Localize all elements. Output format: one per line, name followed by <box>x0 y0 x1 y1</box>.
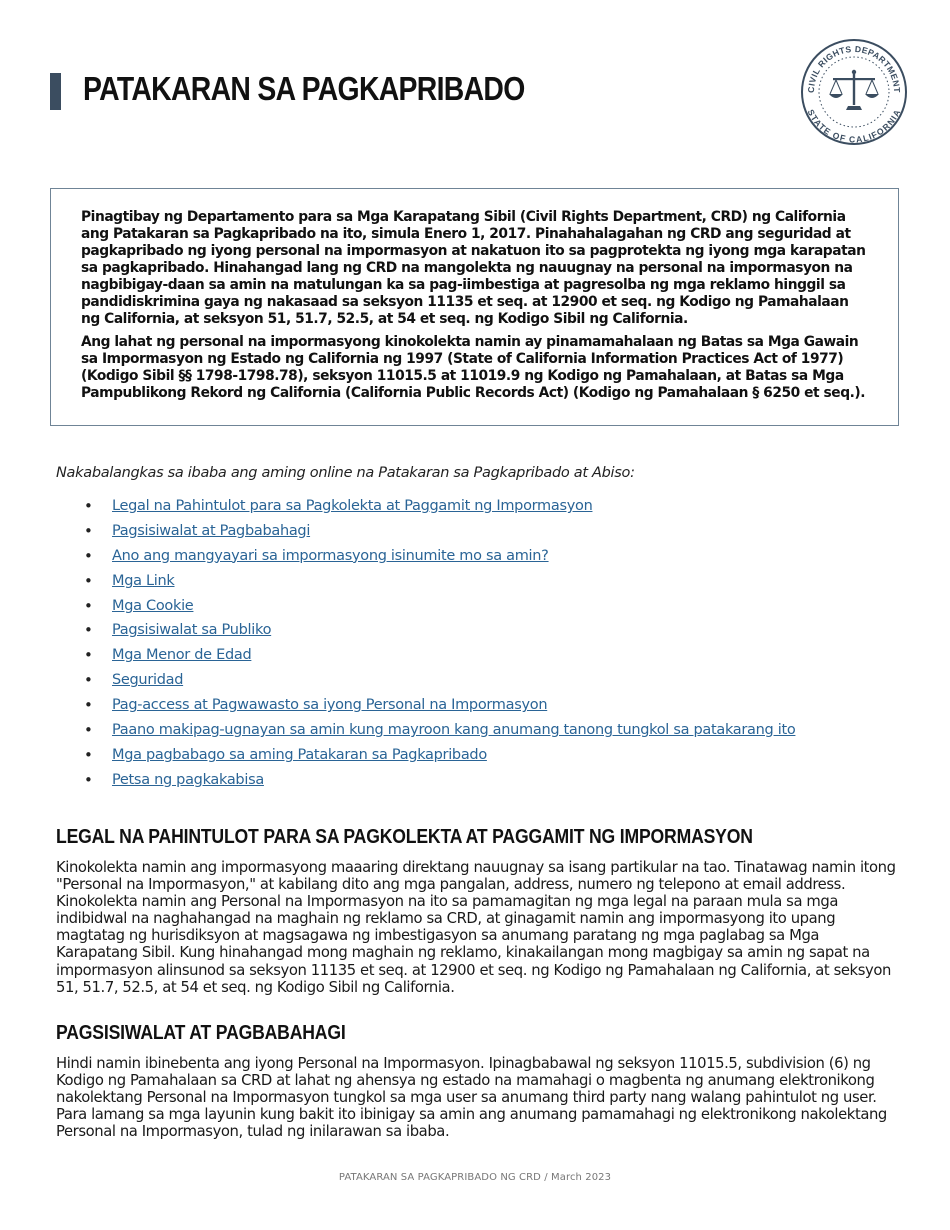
section-body-disclosure: Hindi namin ibinebenta ang iyong Personal na Impormasyon. Ipinagbabawal ng seksyon 11015.5, subdivision (6) ng Kodigo ng Pamahalaan sa CRD at lahat ng ahensya ng estado na mamahagi o magbenta ng anumang elektronikong nakolektang Personal na Impormasyon tungkol sa mga user sa anumang third party nang walang pahintulot ng user. Para lamang sa mga layunin kung bakit ito ibinigay sa amin ang anumang pamamahagi ng elektronikong nakolektang Personal na Impormasyon, tulad ng inilarawan sa ibaba. <box>56 1055 887 1141</box>
section-heading-legal-authority: LEGAL NA PAHINTULOT PARA SA PAGKOLEKTA AT PAGGAMIT NG IMPORMASYON <box>56 826 753 848</box>
toc-link-minors[interactable]: Mga Menor de Edad <box>112 647 252 664</box>
toc-link-legal-authority[interactable]: Legal na Pahintulot para sa Pagkolekta at Paggamit ng Impormasyon <box>112 498 593 514</box>
toc-link-policy-changes[interactable]: Mga pagbabago sa aming Patakaran sa Pagkapribado <box>112 746 487 763</box>
toc-link-security[interactable]: Seguridad <box>112 672 184 689</box>
intro-notice-box <box>50 188 899 426</box>
seal-top-text: CIVIL RIGHTS DEPARTMENT <box>805 43 903 94</box>
page-footer: PATAKARAN SA PAGKAPRIBADO NG CRD / March 2023 <box>338 1172 612 1183</box>
toc-item <box>84 668 795 693</box>
toc-item <box>84 494 795 519</box>
toc-intro: Nakabalangkas sa ibaba ang aming online na Patakaran sa Pagkapribado at Abiso: <box>56 465 635 481</box>
toc-link-access-correction[interactable]: Pag-access at Pagwawasto sa iyong Personal na Impormasyon <box>112 697 548 714</box>
page-title: PATAKARAN SA PAGKAPRIBADO <box>83 70 525 107</box>
intro-paragraph: Ang lahat ng personal na impormasyong kinokolekta namin ay pinamamahalaan ng Batas sa Mga Gawain sa Impormasyon ng Estado ng California ng 1997 (State of California Information Practices Act of 1977) (Kodigo Sibil §§ 1798-1798.78), seksyon 11015.5 at 11019.9 ng Kodigo ng Pamahalaan, at Batas sa Mga Pampublikong Rekord ng California (California Public Records Act) (Kodigo ng Pamahalaan § 6250 et seq.). <box>81 334 866 401</box>
toc-item <box>84 768 795 793</box>
scales-of-justice-icon <box>829 70 879 110</box>
toc-link-links[interactable]: Mga Link <box>112 572 175 589</box>
toc-link-effective-date[interactable]: Petsa ng pagkakabisa <box>112 771 264 788</box>
toc-item <box>84 569 795 594</box>
section-heading-disclosure: PAGSISIWALAT AT PAGBABAHAGI <box>56 1022 346 1044</box>
table-of-contents <box>84 494 795 793</box>
toc-item <box>84 643 795 668</box>
toc-link-contact[interactable]: Paano makipag-ugnayan sa amin kung mayroon kang anumang tanong tungkol sa patakarang ito <box>112 722 796 739</box>
toc-item <box>84 743 795 768</box>
seal-bottom-text: STATE OF CALIFORNIA <box>805 107 903 145</box>
toc-item <box>84 519 795 544</box>
toc-item <box>84 693 795 718</box>
title-accent-bar <box>50 73 61 110</box>
toc-link-disclosure[interactable]: Pagsisiwalat at Pagbabahagi <box>112 522 311 539</box>
toc-item <box>84 544 795 569</box>
section-body-legal-authority: Kinokolekta namin ang impormasyong maaaring direktang nauugnay sa isang partikular na tao. Tinatawag namin itong "Personal na Impormasyon," at kabilang dito ang mga pangalan, address, numero ng telepono at email address. Kinokolekta namin ang Personal na Impormasyon na ito sa pamamagitan ng mga legal na paraan mula sa mga indibidwal na naghahangad na maghain ng reklamo sa CRD, at ginagamit namin ang impormasyong ito upang magtatag ng hurisdiksyon at magsagawa ng imbestigasyon sa anumang paratang ng mga paglabag sa Mga Karapatang Sibil. Kung hinahangad mong maghain ng reklamo, kinakailangan mong magbigay sa amin ng sapat na impormasyon alinsunod sa seksyon 11135 et seq. at 12900 et seq. ng Kodigo ng Pamahalaan ng California, at seksyon 51, 51.7, 52.5, at 54 et seq. ng Kodigo Sibil ng California. <box>56 859 896 996</box>
civil-rights-department-seal <box>800 38 908 146</box>
intro-paragraph: Pinagtibay ng Departamento para sa Mga Karapatang Sibil (Civil Rights Department, CRD) ng California ang Patakaran sa Pagkapribado na ito, simula Enero 1, 2017. Pinahahalagahan ng CRD ang seguridad at pagkapribado ng iyong personal na impormasyon at nakatuon ito sa pagprotekta ng iyong mga karapatan sa pagkapribado. Hinahangad lang ng CRD na mangolekta ng nauugnay na personal na impormasyon na nagbibigay-daan sa amin na matulungan ka sa pag-iimbestiga at pagresolba ng mga reklamo hinggil sa pandidiskrimina gaya ng nakasaad sa seksyon 11135 et seq. at 12900 et seq. ng Kodigo ng Pamahalaan ng California, at seksyon 51, 51.7, 52.5, at 54 et seq. ng Kodigo Sibil ng California. <box>81 209 866 327</box>
toc-item <box>84 594 795 619</box>
toc-item <box>84 618 795 643</box>
toc-link-cookies[interactable]: Mga Cookie <box>112 597 194 614</box>
toc-link-public-disclosure[interactable]: Pagsisiwalat sa Publiko <box>112 622 272 639</box>
toc-item <box>84 718 795 743</box>
toc-link-submitted-info[interactable]: Ano ang mangyayari sa impormasyong isinumite mo sa amin? <box>112 547 549 564</box>
